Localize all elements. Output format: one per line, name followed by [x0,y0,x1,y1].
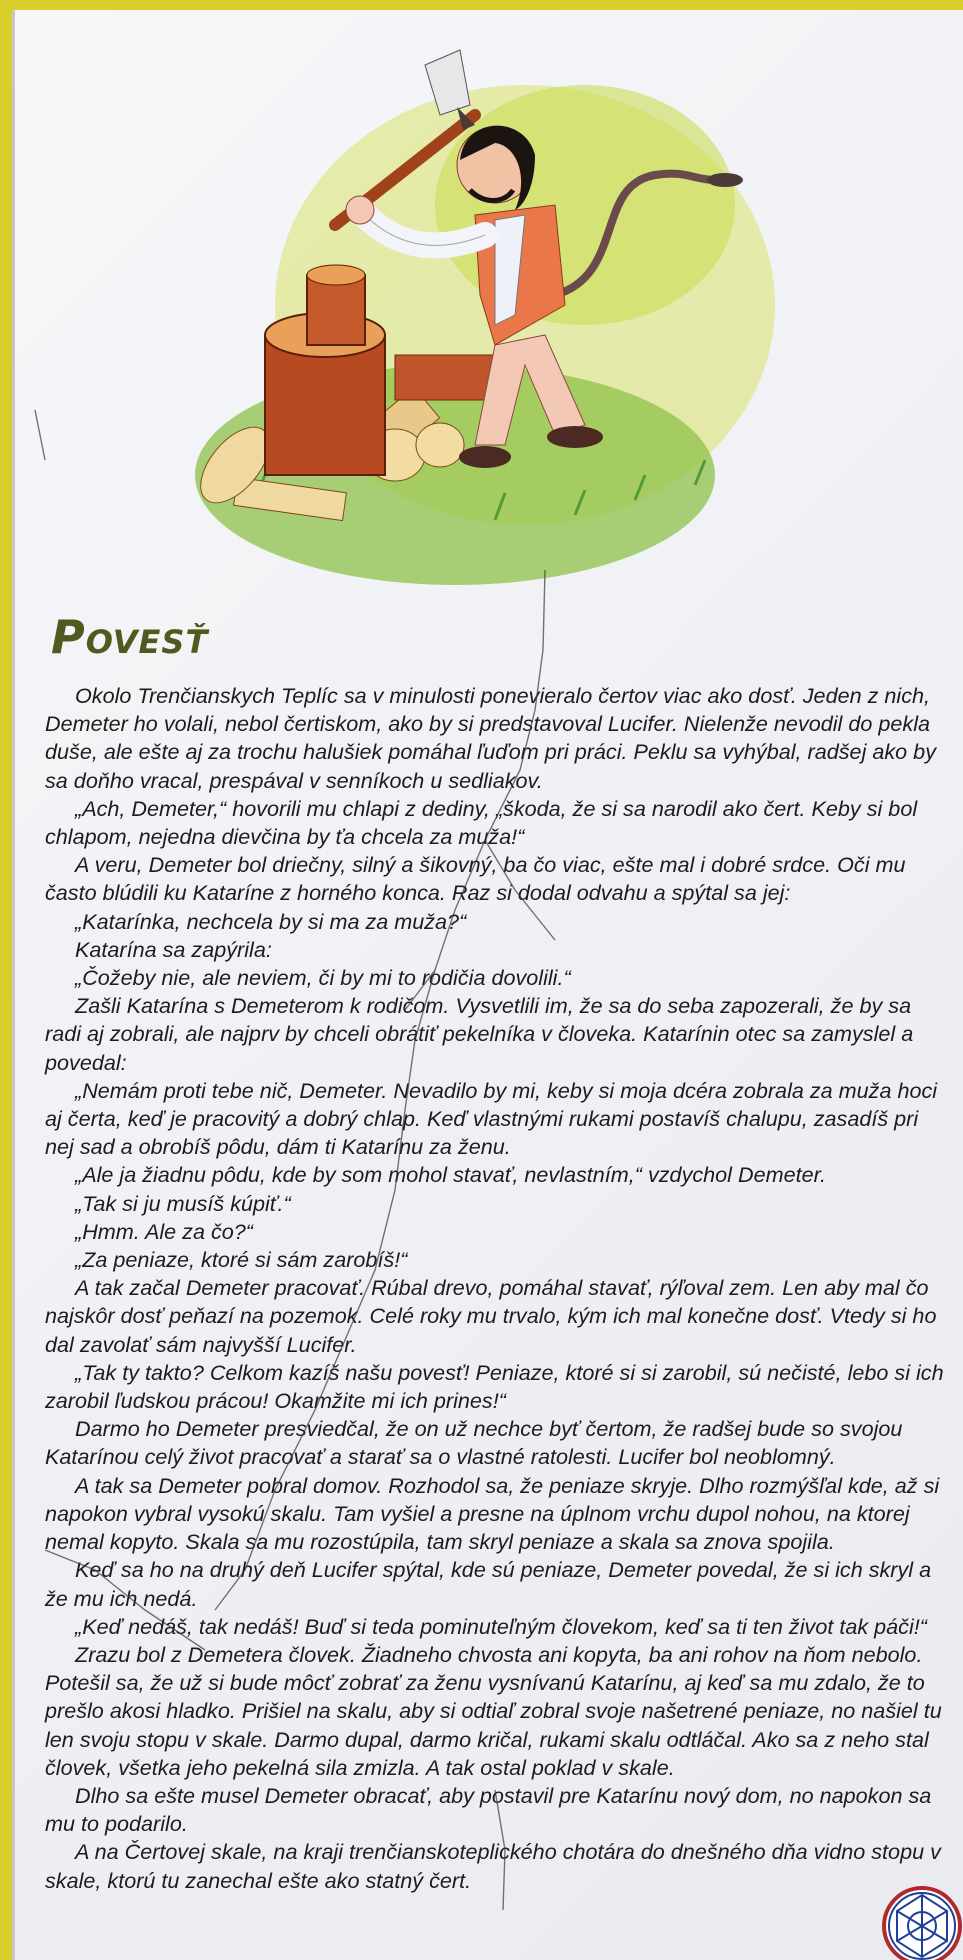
folk-star-emblem-icon [881,1885,963,1960]
paragraph: „Tak si ju musíš kúpiť.“ [75,1190,291,1216]
paragraph: „Keď nedáš, tak nedáš! Buď si teda pominuteľným človekom, keď sa ti ten život tak páči!“ [75,1613,927,1639]
paragraph: Darmo ho Demeter presviedčal, že on už nechce byť čertom, že radšej bude so svojou Katarínou celý život pracovať a starať sa o vlastné ratolesti. Lucifer bol neoblomný. [45,1416,903,1470]
paragraph: „Nemám proti tebe nič, Demeter. Nevadilo by mi, keby si moja dcéra zobrala za muža hoci aj čerta, keď je pracovitý a dobrý chlap. Keď vlastnými rukami postavíš chalupu, zasadíš pri nej sad a obrobíš pôdu, dám ti Katarínu za ženu. [45,1077,938,1160]
paragraph: „Ale ja žiadnu pôdu, kde by som mohol stavať, nevlastním,“ vzdychol Demeter. [75,1162,826,1188]
paragraph: Katarína sa zapýrila: [75,936,272,962]
paragraph: Zrazu bol z Demetera človek. Žiadneho chvosta ani kopyta, ba ani rohov na ňom nebolo. Potešil sa, že už si bude môcť zobrať za ženu vysnívanú Katarínu, aj keď sa mu zdalo, že to prešlo akosi hladko. Prišiel na skalu, aby si odtiaľ zobral svoje našetrené peniaze, no našiel tu len svoju stopu v skale. Darmo dupal, darmo kričal, rukami skalu odtláčal. Ako sa z neho stal človek, všetka jeho pekelná sila zmizla. A tak ostal poklad v skale. [45,1641,942,1780]
paragraph: Dlho sa ešte musel Demeter obracať, aby postavil pre Katarínu nový dom, no napokon sa mu to podarilo. [45,1782,932,1837]
paragraph: A na Čertovej skale, na kraji trenčianskoteplického chotára do dnešného dňa vidno stopu v skale, ktorú tu zanechal ešte ako statný čert. [45,1839,941,1893]
paragraph: Keď sa ho na druhý deň Lucifer spýtal, kde sú peniaze, Demeter povedal, že si ich skryl a že mu ich nedá. [45,1557,932,1611]
devil-chopping-wood-illustration [195,45,815,605]
paragraph: „Katarínka, nechcela by si ma za muža?“ [75,908,467,934]
paragraph: A veru, Demeter bol driečny, silný a šikovný, ba čo viac, ešte mal i dobré srdce. Oči mu často blúdili ku Kataríne z horného konca. Raz si dodal odvahu a spýtal sa jej: [45,852,906,906]
paragraph: Okolo Trenčianskych Teplíc sa v minulosti ponevieralo čertov viac ako dosť. Jeden z nich, Demeter ho volali, nebol čertiskom, ako by si predstavoval Lucifer. Nielenže nevodil do pekla duše, ale ešte aj za trochu halušiek pomáhal ľuďom pri práci. Peklu sa vyhýbal, radšej ako by sa doňho vracal, prespával v senníkoch u sedliakov. [45,683,936,793]
page-title: Povesť [51,610,209,664]
paragraph: „Tak ty takto? Celkom kazíš našu povesť! Peniaze, ktoré si si zarobil, sú nečisté, lebo si ich zarobil ľudskou prácou! Okamžite mi ich prines!“ [45,1359,944,1414]
paragraph: A tak začal Demeter pracovať. Rúbal drevo, pomáhal stavať, rýľoval zem. Len aby mal čo najskôr dosť peňazí na pozemok. Celé roky mu trvalo, kým ich mal konečne dosť. Vtedy si ho dal zavolať sám najvyšší Lucifer. [45,1275,937,1357]
story-text [45,682,945,1895]
paragraph: Zašli Katarína s Demeterom k rodičom. Vysvetlili im, že sa do seba zapozerali, že by sa radi aj zobrali, ale najprv by chceli obrátiť pekelníka v človeka. Katarínin otec sa zamyslel a povedal: [45,993,914,1075]
paragraph: „Ach, Demeter,“ hovorili mu chlapi z dediny, „škoda, že si sa narodil ako čert. Keby si bol chlapom, nejedna dievčina by ťa chcela za muža!“ [45,795,918,850]
info-board [12,10,963,1960]
paragraph: A tak sa Demeter pobral domov. Rozhodol sa, že peniaze skryje. Dlho rozmýšľal kde, až si napokon vybral vysokú skalu. Tam vyšiel a presne na úplnom vrchu dupol nohou, na ktorej nemal kopyto. Skala sa mu rozostúpila, tam skryl peniaze a skala sa znova spojila. [45,1472,940,1555]
paragraph: „Hmm. Ale za čo?“ [75,1218,253,1244]
paragraph: „Za peniaze, ktoré si sám zarobíš!“ [75,1247,408,1273]
paragraph: „Čožeby nie, ale neviem, či by mi to rodičia dovolili.“ [75,965,571,991]
